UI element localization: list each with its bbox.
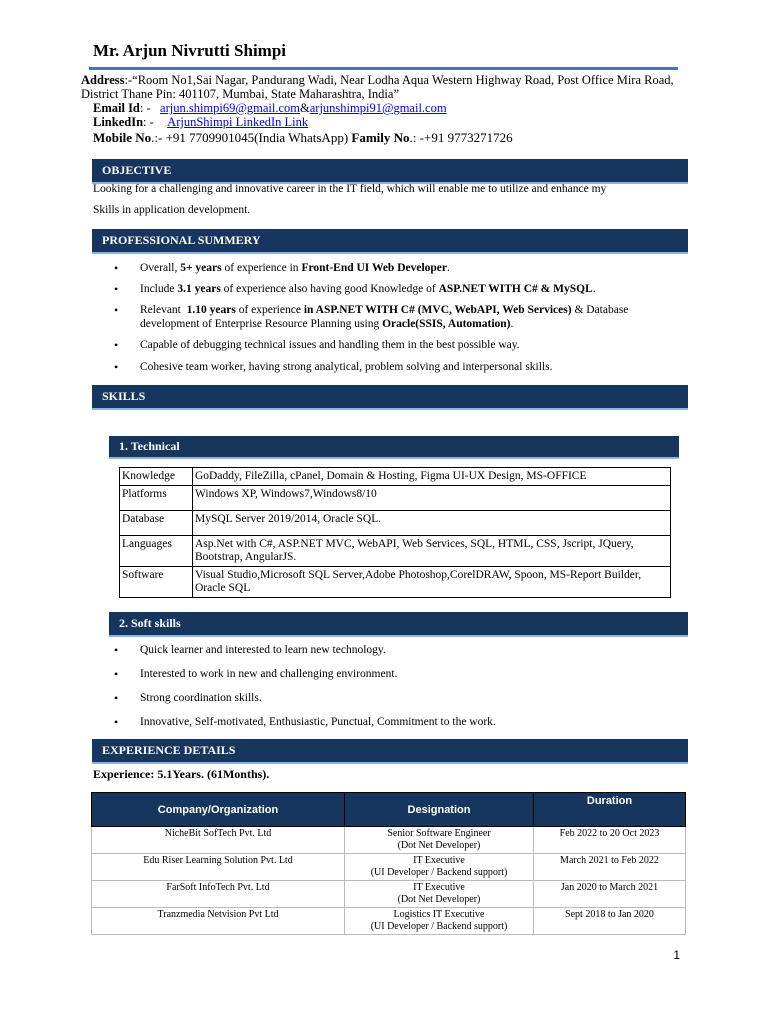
address-line-1 bbox=[81, 73, 674, 88]
skill-key: Platforms bbox=[120, 486, 193, 511]
email-amp: & bbox=[300, 101, 310, 115]
duration-cell: March 2021 to Feb 2022 bbox=[534, 854, 686, 881]
table-row bbox=[120, 567, 671, 598]
summary-item: • Capable of debugging technical issues and handling them in the best possible way. bbox=[114, 338, 694, 352]
table-header-row bbox=[92, 793, 686, 827]
soft-skills-list bbox=[114, 643, 694, 729]
address-line-2: District Thane Pin: 401107, Mumbai, State Maharashtra, India” bbox=[81, 87, 399, 101]
candidate-name: Mr. Arjun Nivrutti Shimpi bbox=[93, 41, 287, 60]
duration-cell: Sept 2018 to Jan 2020 bbox=[534, 908, 686, 935]
page-number: 1 bbox=[673, 948, 680, 962]
skill-key: Languages bbox=[120, 536, 193, 567]
mobile-value: .:- +91 7709901045(India WhatsApp) bbox=[151, 130, 352, 145]
summary-item: • Include 3.1 years of experience also having good Knowledge of ASP.NET WITH C# & MySQL. bbox=[114, 282, 694, 296]
summary-header: PROFESSIONAL SUMMERY bbox=[92, 229, 688, 254]
soft-skill-item: • Innovative, Self-motivated, Enthusiastic, Punctual, Commitment to the work. bbox=[114, 715, 694, 729]
skill-value: Windows XP, Windows7,Windows8/10 bbox=[193, 486, 671, 511]
skill-value: MySQL Server 2019/2014, Oracle SQL. bbox=[193, 511, 671, 536]
experience-total: Experience: 5.1Years. (61Months). bbox=[93, 767, 270, 781]
duration-cell: Jan 2020 to March 2021 bbox=[534, 881, 686, 908]
mobile-label: Mobile No bbox=[93, 130, 152, 145]
table-row bbox=[92, 854, 686, 881]
skill-value: Asp.Net with C#, ASP.NET MVC, WebAPI, Web Services, SQL, HTML, CSS, Jscript, JQuery, Bootstrap, AngularJS. bbox=[193, 536, 671, 567]
duration-cell: Feb 2022 to 20 Oct 2023 bbox=[534, 827, 686, 854]
technical-skills-table bbox=[119, 467, 671, 598]
designation-cell: Senior Software Engineer (Dot Net Developer) bbox=[345, 827, 534, 854]
skills-header: SKILLS bbox=[92, 385, 688, 410]
company-cell: NicheBit SofTech Pvt. Ltd bbox=[92, 827, 345, 854]
experience-header: EXPERIENCE DETAILS bbox=[92, 739, 688, 764]
email-line bbox=[93, 101, 447, 116]
experience-table bbox=[91, 792, 686, 935]
column-header: Designation bbox=[345, 793, 534, 827]
table-row bbox=[92, 908, 686, 935]
objective-line-1: Looking for a challenging and innovative career in the IT field, which will enable me to utilize and enhance my bbox=[93, 183, 607, 195]
address-text-1: :-“Room No1,Sai Nagar, Pandurang Wadi, Near Lodha Aqua Western Highway Road, Post Office Mira Road, bbox=[124, 73, 674, 87]
table-row bbox=[120, 486, 671, 511]
company-cell: Tranzmedia Netvision Pvt Ltd bbox=[92, 908, 345, 935]
linkedin-link[interactable]: ArjunShimpi LinkedIn Link bbox=[167, 115, 309, 129]
summary-item: • Cohesive team worker, having strong analytical, problem solving and interpersonal skills. bbox=[114, 360, 694, 374]
name-underline bbox=[89, 67, 678, 70]
soft-skill-item: • Strong coordination skills. bbox=[114, 691, 694, 705]
table-row bbox=[120, 536, 671, 567]
summary-item: • Relevant 1.10 years of experience in ASP.NET WITH C# (MVC, WebAPI, Web Services) & Database development of Enterprise Resource Planning using Oracle(SSIS, Automation). bbox=[114, 303, 694, 331]
table-row bbox=[92, 827, 686, 854]
objective-line-2: Skills in application development. bbox=[93, 204, 251, 216]
summary-list bbox=[114, 261, 694, 374]
table-row bbox=[120, 468, 671, 486]
technical-subheader: 1. Technical bbox=[109, 436, 679, 459]
soft-skill-item: • Quick learner and interested to learn new technology. bbox=[114, 643, 694, 657]
linkedin-sep: : - bbox=[143, 115, 164, 129]
soft-skill-item: • Interested to work in new and challenging environment. bbox=[114, 667, 694, 681]
skill-key: Knowledge bbox=[120, 468, 193, 486]
phone-line bbox=[93, 130, 513, 146]
designation-cell: Logistics IT Executive (UI Developer / Backend support) bbox=[345, 908, 534, 935]
summary-item: • Overall, 5+ years of experience in Front-End UI Web Developer. bbox=[114, 261, 694, 275]
skill-value: GoDaddy, FileZilla, cPanel, Domain & Hosting, Figma UI-UX Design, MS-OFFICE bbox=[193, 468, 671, 486]
table-row bbox=[120, 511, 671, 536]
family-value: .: -+91 9773271726 bbox=[409, 130, 513, 145]
designation-cell: IT Executive (UI Developer / Backend support) bbox=[345, 854, 534, 881]
email-label: Email Id bbox=[93, 101, 140, 115]
objective-text bbox=[93, 179, 606, 221]
skill-key: Database bbox=[120, 511, 193, 536]
skill-value: Visual Studio,Microsoft SQL Server,Adobe Photoshop,CorelDRAW, Spoon, MS-Report Builder, Oracle SQL bbox=[193, 567, 671, 598]
company-cell: Edu Riser Learning Solution Pvt. Ltd bbox=[92, 854, 345, 881]
skill-key: Software bbox=[120, 567, 193, 598]
linkedin-label: LinkedIn bbox=[93, 115, 144, 129]
linkedin-line bbox=[93, 115, 308, 130]
email-link-1[interactable]: arjun.shimpi69@gmail.com bbox=[160, 101, 300, 115]
email-sep: : - bbox=[139, 101, 161, 115]
address-label: Address bbox=[81, 73, 125, 87]
column-header: Duration bbox=[534, 793, 686, 827]
column-header: Company/Organization bbox=[92, 793, 345, 827]
family-label: Family No bbox=[351, 130, 410, 145]
soft-skills-subheader: 2. Soft skills bbox=[109, 612, 688, 637]
objective-header: OBJECTIVE bbox=[92, 159, 688, 184]
company-cell: FarSoft InfoTech Pvt. Ltd bbox=[92, 881, 345, 908]
table-row bbox=[92, 881, 686, 908]
email-link-2[interactable]: arjunshimpi91@gmail.com bbox=[309, 101, 447, 115]
designation-cell: IT Executive (Dot Net Developer) bbox=[345, 881, 534, 908]
